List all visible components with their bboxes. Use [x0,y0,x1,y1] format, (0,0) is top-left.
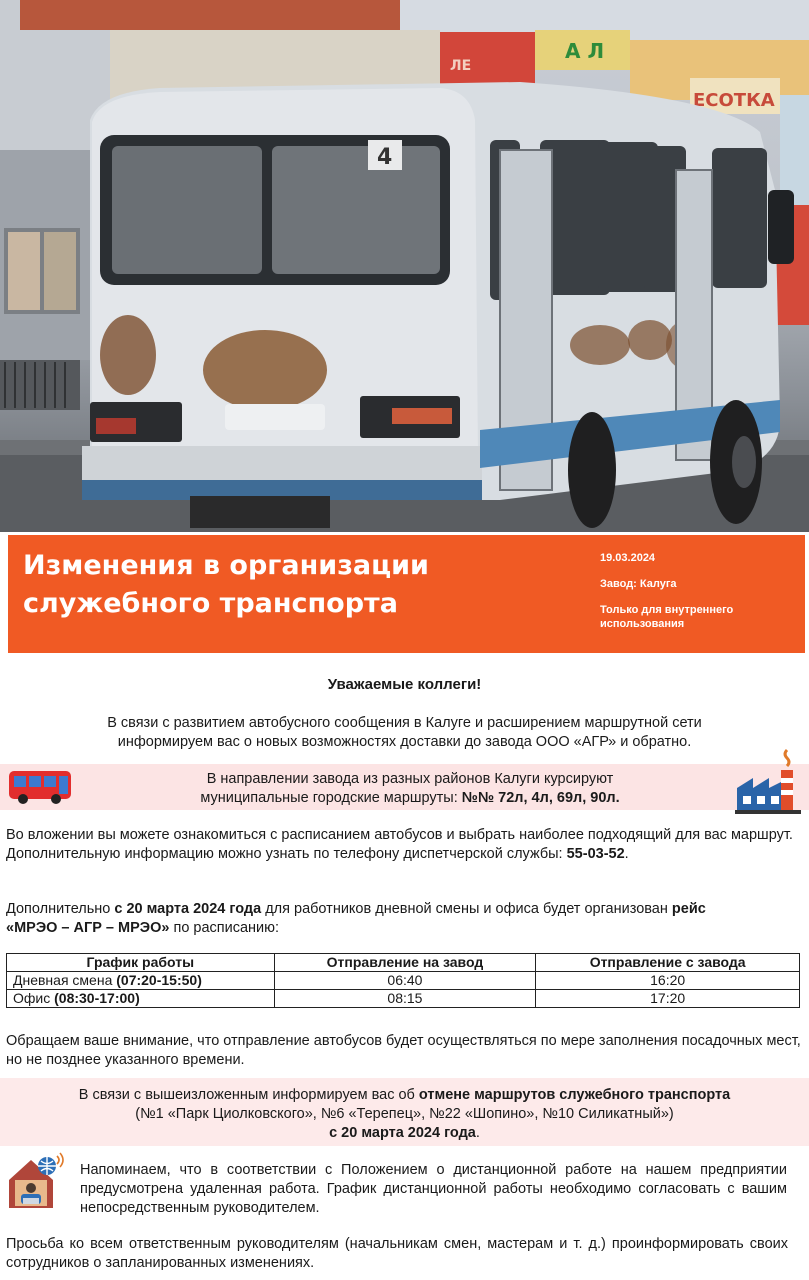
shift-cell [7,972,275,990]
additional-t3: по расписанию: [169,920,280,936]
from-plant-time: 17:20 [536,990,800,1008]
header-work-schedule: График работы [7,954,275,972]
schedule-table [6,953,800,1008]
shop-sign-1: А Л [565,39,605,63]
attachment-paragraph [6,826,796,864]
intro-paragraph [0,714,809,752]
cancellation-paragraph [0,1086,809,1143]
svg-text:ЛЕ: ЛЕ [450,58,472,74]
banner-meta [600,551,800,643]
table-row [7,990,800,1008]
table-header-row [7,954,800,972]
internal-use-label: Только для внутреннего использования [600,604,734,630]
cancelled-routes-list: (№1 «Парк Циолковского», №6 «Терепец», №22 «Шопино», №10 Силикатный») [135,1106,674,1122]
shift-label: Офис [13,990,55,1006]
attachment-text: Во вложении вы можете ознакомиться с расписанием автобусов и выбрать наиболее подходящий для вас маршрут. Дополнительную информацию можно узнать по телефону диспетчерской службы: [6,827,793,862]
shop-sign-2: ЕСОТКА [693,90,775,111]
routes-paragraph [110,770,710,808]
intro-line-1: В связи с развитием автобусного сообщения в Калуге и расширением маршрутной сети [107,715,702,731]
dispatcher-phone: 55-03-52 [566,846,625,862]
bus-icon [8,769,72,810]
start-date: с 20 марта 2024 года [114,901,262,917]
header-departure-to-plant: Отправление на завод [274,954,536,972]
to-plant-time: 06:40 [274,972,536,990]
to-plant-time: 08:15 [274,990,536,1008]
route-number: 4 [377,145,393,170]
header-departure-from-plant: Отправление с завода [536,954,800,972]
shift-hours: (08:30-17:00) [54,990,140,1006]
trip-name: рейс «МРЭО – АГР – МРЭО» [6,901,706,936]
additional-t1: Дополнительно [6,901,115,917]
cancellation-end: . [475,1125,480,1141]
cancelled-routes-label: отмене маршрутов служебного транспорта [418,1087,731,1103]
from-plant-time: 16:20 [536,972,800,990]
attachment-end: . [624,846,629,862]
header-banner [8,535,805,653]
title-line-1: Изменения в организации [23,550,429,581]
request-paragraph: Просьба ко всем ответственным руководителям (начальникам смен, мастерам и т. д.) проинформировать своих сотрудников о запланированных изменениях. [6,1236,788,1271]
additional-paragraph [6,900,736,938]
intro-line-2: информируем вас о новых возможностях доставки до завода ООО «АГР» и обратно. [117,734,692,750]
title-line-2: служебного транспорта [23,588,398,619]
document-title [23,547,543,623]
shift-cell [7,990,275,1008]
factory-icon [735,748,801,819]
document-date: 19.03.2024 [600,552,656,564]
routes-line-1: В направлении завода из разных районов Калуги курсируют [206,771,614,787]
additional-t2: для работников дневной смены и офиса будет организован [261,901,672,917]
route-numbers: №№ 72л, 4л, 69л, 90л. [461,790,620,806]
bus-photo [0,0,809,532]
cancellation-date: с 20 марта 2024 года [329,1125,476,1141]
plant-label: Завод: Калуга [600,578,677,590]
greeting: Уважаемые коллеги! [327,676,482,693]
cancellation-t1: В связи с вышеизложенным информируем вас об [78,1087,419,1103]
table-row [7,972,800,990]
shift-hours: (07:20-15:50) [116,972,202,988]
remote-work-icon [7,1152,65,1215]
shift-label: Дневная смена [13,972,117,988]
remote-work-paragraph: Напоминаем, что в соответствии с Положением о дистанционной работе на нашем предприятии предусмотрена удаленная работа. График дистанционной работы необходимо согласовать с вашим непосредственным руководителем. [80,1162,787,1216]
departure-note: Обращаем ваше внимание, что отправление автобусов будет осуществляться по мере заполнения посадочных мест, но не позднее указанного времени. [6,1033,801,1068]
routes-prefix: муниципальные городские маршруты: [200,790,462,806]
bus-illustration [0,0,809,532]
